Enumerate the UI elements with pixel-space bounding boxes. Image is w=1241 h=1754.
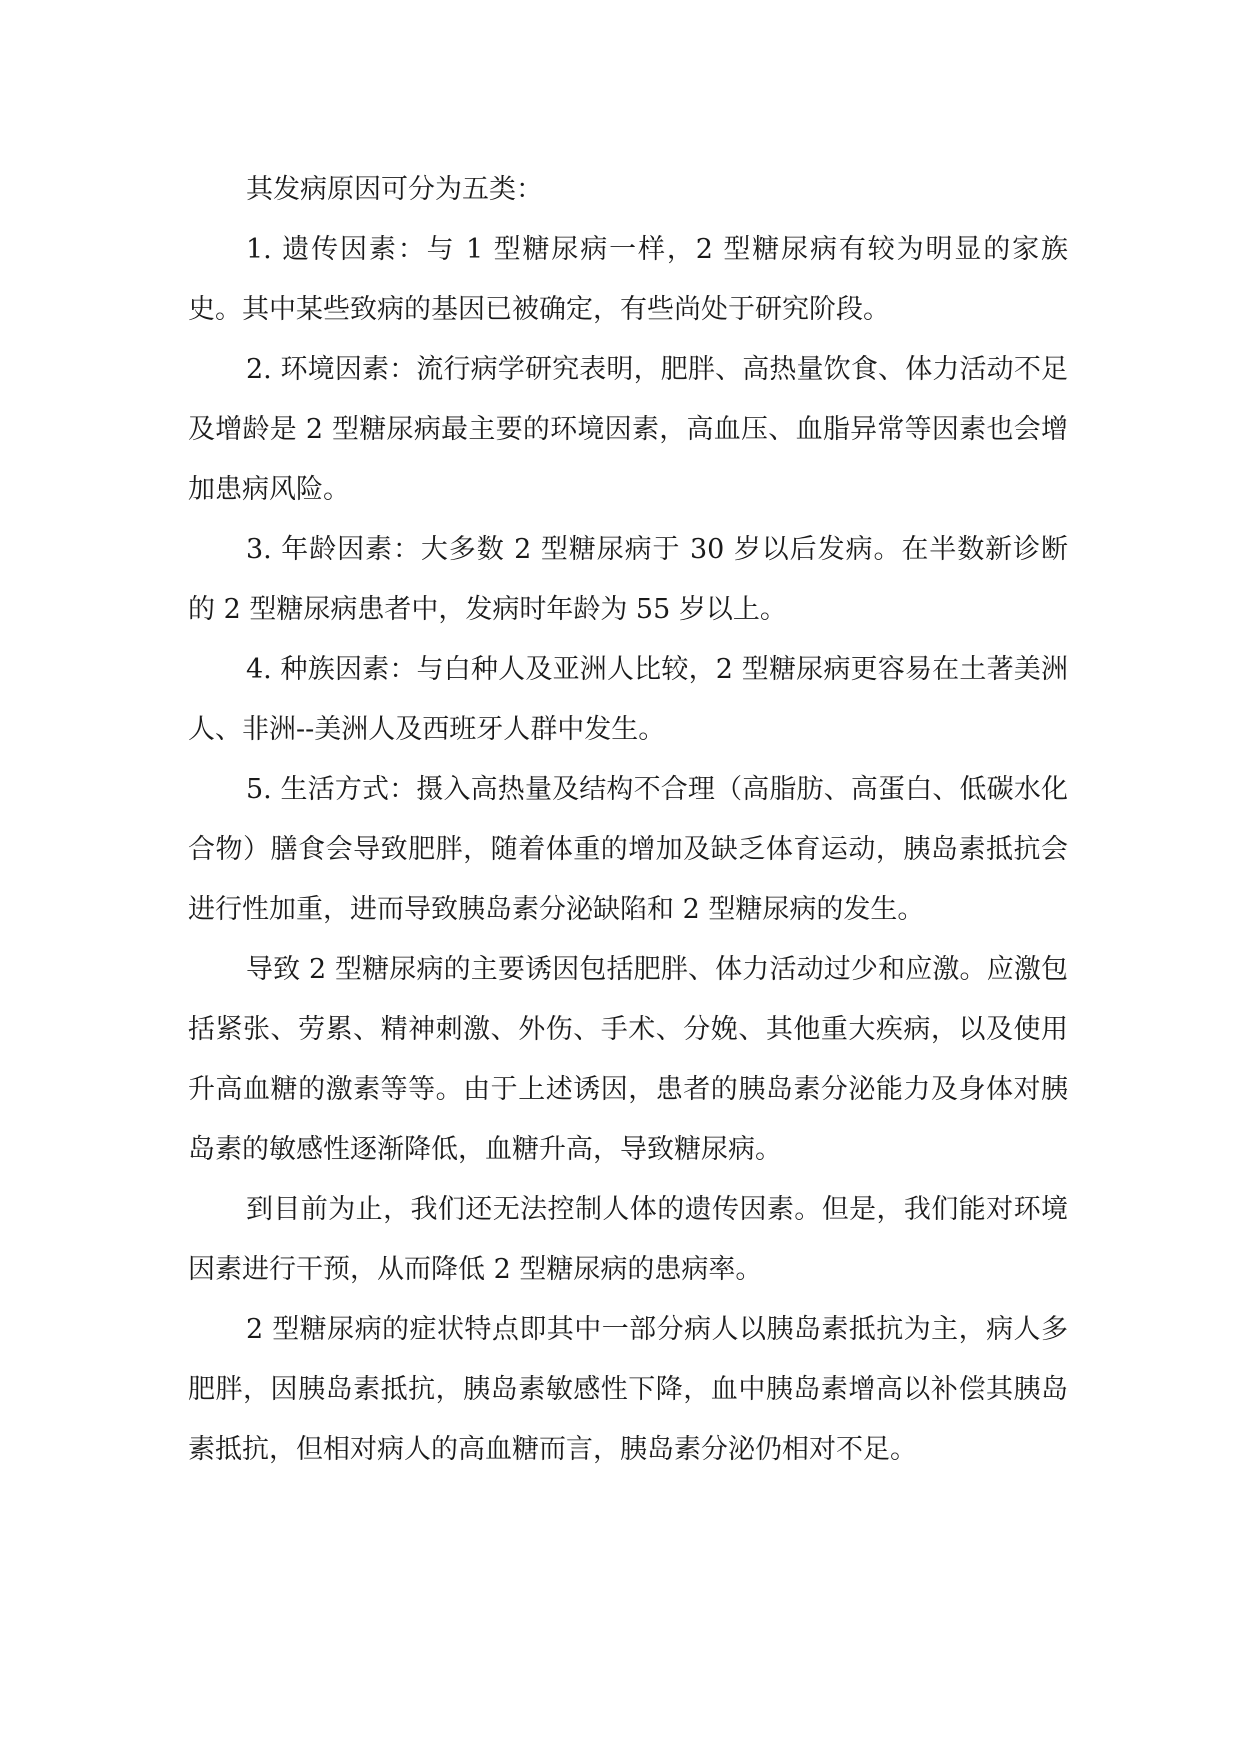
paragraph-intervention: 到目前为止，我们还无法控制人体的遗传因素。但是，我们能对环境因素进行干预，从而降低 2 型糖尿病的患病率。 [188,1194,1068,1285]
document-body [188,160,1068,1480]
paragraph-environmental-factors: 2. 环境因素：流行病学研究表明，肥胖、高热量饮食、体力活动不足及增龄是 2 型糖尿病最主要的环境因素，高血压、血脂异常等因素也会增加患病风险。 [188,354,1068,505]
paragraph-triggers: 导致 2 型糖尿病的主要诱因包括肥胖、体力活动过少和应激。应激包括紧张、劳累、精神刺激、外伤、手术、分娩、其他重大疾病，以及使用升高血糖的激素等等。由于上述诱因，患者的胰岛素分泌能力及身体对胰岛素的敏感性逐渐降低，血糖升高，导致糖尿病。 [188,954,1068,1165]
paragraph-ethnic-factors: 4. 种族因素：与白种人及亚洲人比较，2 型糖尿病更容易在土著美洲人、非洲--美洲人及西班牙人群中发生。 [188,654,1068,745]
paragraph-genetic-factors: 1. 遗传因素：与 1 型糖尿病一样，2 型糖尿病有较为明显的家族史。其中某些致病的基因已被确定，有些尚处于研究阶段。 [188,234,1068,325]
paragraph-symptoms: 2 型糖尿病的症状特点即其中一部分病人以胰岛素抵抗为主，病人多肥胖，因胰岛素抵抗，胰岛素敏感性下降，血中胰岛素增高以补偿其胰岛素抵抗，但相对病人的高血糖而言，胰岛素分泌仍相对不足。 [188,1314,1068,1465]
paragraph-intro: 其发病原因可分为五类： [246,174,543,205]
paragraph-age-factors: 3. 年龄因素：大多数 2 型糖尿病于 30 岁以后发病。在半数新诊断的 2 型糖尿病患者中，发病时年龄为 55 岁以上。 [188,534,1068,625]
paragraph-lifestyle: 5. 生活方式：摄入高热量及结构不合理（高脂肪、高蛋白、低碳水化合物）膳食会导致肥胖，随着体重的增加及缺乏体育运动，胰岛素抵抗会进行性加重，进而导致胰岛素分泌缺陷和 2 型糖尿病的发生。 [188,774,1068,925]
